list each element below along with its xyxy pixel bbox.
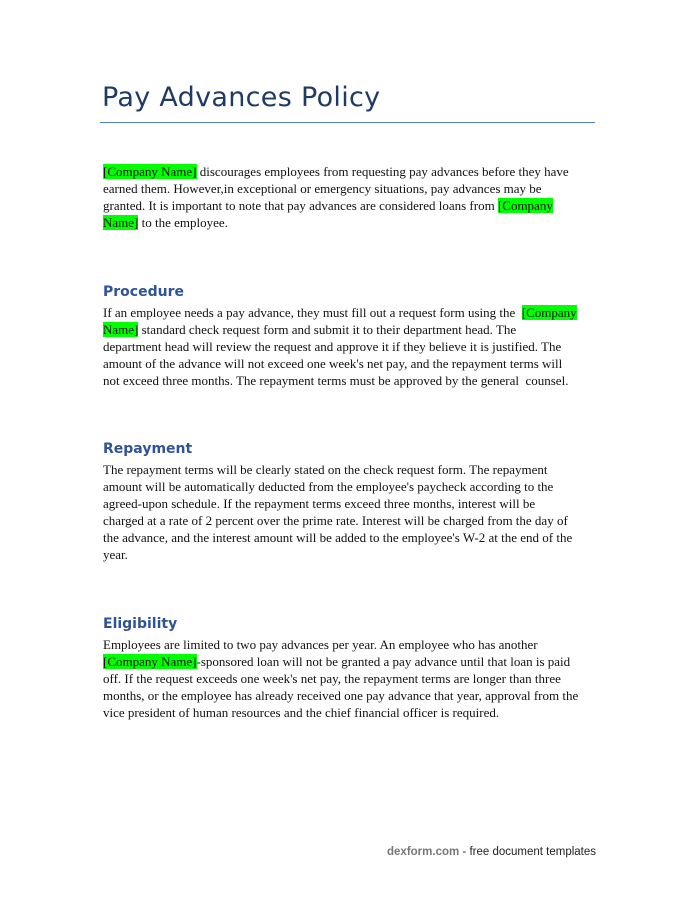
company-name-placeholder: [Company Name] bbox=[103, 164, 197, 179]
text-line bbox=[103, 704, 578, 721]
text-line bbox=[103, 495, 572, 512]
footer-text: - free document templates bbox=[459, 846, 597, 858]
page-title: Pay Advances Policy bbox=[102, 82, 381, 113]
text-run: charged at a rate of 2 percent over the prime rate. Interest will be charged from the day of bbox=[103, 513, 568, 528]
text-run: year. bbox=[103, 547, 128, 562]
footer bbox=[387, 846, 596, 858]
repayment-paragraph bbox=[103, 461, 572, 563]
text-run: discourages employees from requesting pay advances before they have bbox=[196, 164, 569, 179]
company-name-placeholder: [Company bbox=[497, 198, 553, 213]
text-run: The repayment terms will be clearly stated on the check request form. The repayment bbox=[103, 462, 548, 477]
text-run: not exceed three months. The repayment terms must be approved by the general counsel. bbox=[103, 373, 569, 388]
text-run: standard check request form and submit it to their department head. The bbox=[138, 322, 517, 337]
intro-paragraph bbox=[103, 163, 569, 231]
procedure-paragraph bbox=[103, 304, 577, 389]
text-run: amount of the advance will not exceed one week's net pay, and the repayment terms will bbox=[103, 356, 563, 371]
text-line bbox=[103, 355, 577, 372]
text-run: amount will be automatically deducted from the employee's paycheck according to the bbox=[103, 479, 554, 494]
text-line bbox=[103, 214, 569, 231]
text-line bbox=[103, 512, 572, 529]
company-name-placeholder: [Company Name] bbox=[103, 654, 197, 669]
text-line bbox=[103, 163, 569, 180]
section-heading-repayment: Repayment bbox=[103, 441, 193, 457]
text-line bbox=[103, 372, 577, 389]
text-line bbox=[103, 546, 572, 563]
section-heading-procedure: Procedure bbox=[103, 284, 184, 300]
text-line bbox=[103, 636, 578, 653]
text-line bbox=[103, 197, 569, 214]
text-run: granted. It is important to note that pay advances are considered loans from bbox=[103, 198, 498, 213]
text-run: months, or the employee has already received one pay advance that year, approval from the bbox=[103, 688, 579, 703]
text-line bbox=[103, 321, 577, 338]
text-run: the advance, and the interest amount will be added to the employee's W-2 at the end of the bbox=[103, 530, 573, 545]
text-line bbox=[103, 653, 578, 670]
eligibility-paragraph bbox=[103, 636, 578, 721]
text-line bbox=[103, 478, 572, 495]
text-line bbox=[103, 670, 578, 687]
text-line bbox=[103, 304, 577, 321]
text-run: vice president of human resources and the chief financial officer is required. bbox=[103, 705, 500, 720]
text-line bbox=[103, 338, 577, 355]
title-divider bbox=[100, 122, 595, 123]
text-run: agreed-upon schedule. If the repayment terms exceed three months, interest will be bbox=[103, 496, 536, 511]
text-run: earned them. However,in exceptional or emergency situations, pay advances may be bbox=[103, 181, 542, 196]
text-line bbox=[103, 461, 572, 478]
company-name-placeholder: [Company bbox=[521, 305, 577, 320]
text-run: Employees are limited to two pay advances per year. An employee who has another bbox=[103, 637, 538, 652]
text-line bbox=[103, 687, 578, 704]
text-line bbox=[103, 180, 569, 197]
text-run: department head will review the request and approve it if they believe it is justified. The bbox=[103, 339, 562, 354]
text-run: If an employee needs a pay advance, they must fill out a request form using the bbox=[103, 305, 522, 320]
section-heading-eligibility: Eligibility bbox=[103, 616, 178, 632]
text-line bbox=[103, 529, 572, 546]
company-name-placeholder: Name] bbox=[103, 322, 139, 337]
company-name-placeholder: Name] bbox=[103, 215, 139, 230]
text-run: to the employee. bbox=[138, 215, 228, 230]
footer-brand-link[interactable]: dexform.com bbox=[387, 846, 460, 858]
text-run: off. If the request exceeds one week's net pay, the repayment terms are longer than three bbox=[103, 671, 561, 686]
text-run: -sponsored loan will not be granted a pay advance until that loan is paid bbox=[196, 654, 571, 669]
